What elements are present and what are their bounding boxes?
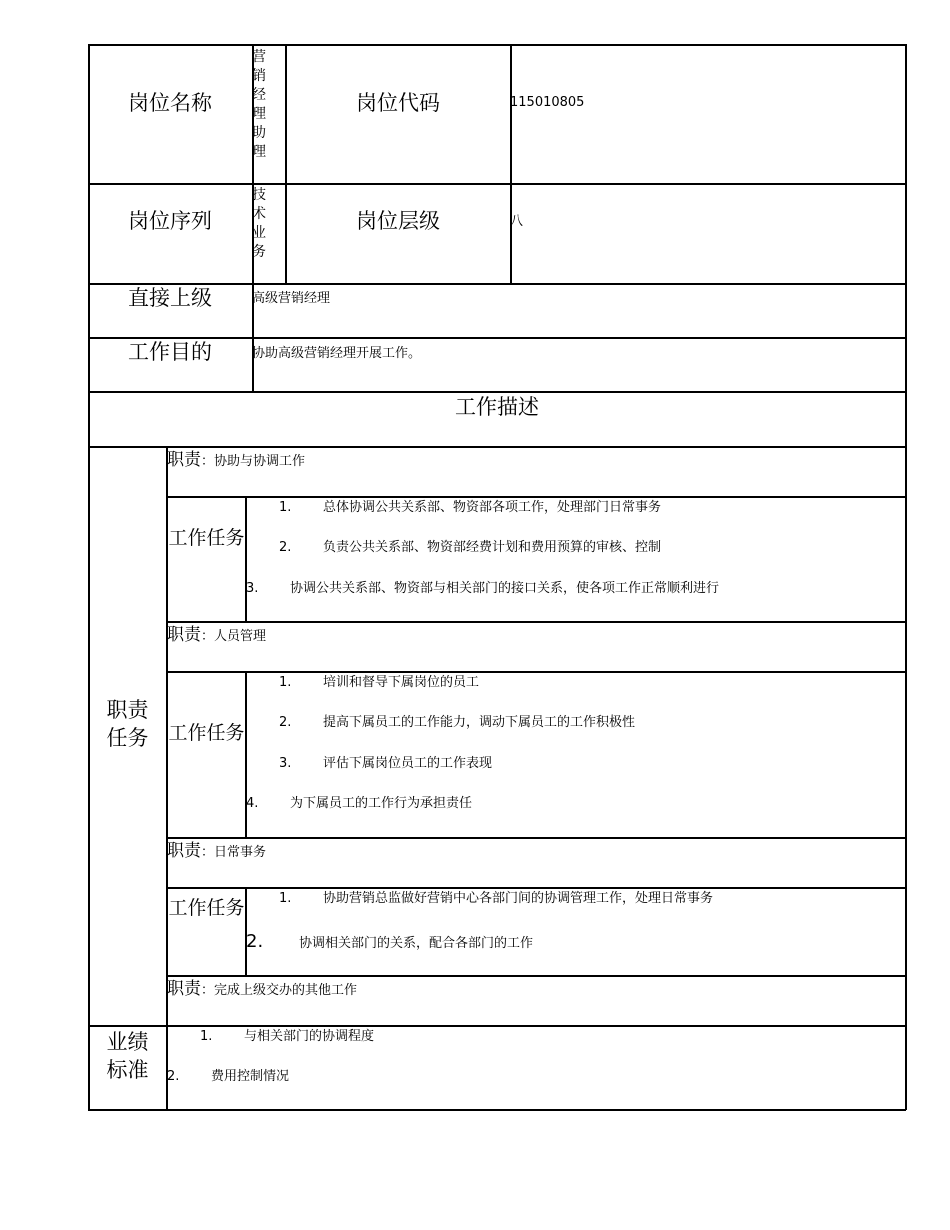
row-divider bbox=[88, 446, 906, 448]
task-item: 2. 协调相关部门的关系，配合各部门的工作 bbox=[246, 931, 534, 952]
task-label: 工作任务 bbox=[168, 897, 245, 919]
task-item: 2. 负责公共关系部、物资部经费计划和费用预算的审核、控制 bbox=[279, 540, 662, 555]
task-label: 工作任务 bbox=[168, 722, 245, 744]
col-divider bbox=[245, 496, 247, 622]
task-item: 1. 协助营销总监做好营销中心各部门间的协调管理工作，处理日常事务 bbox=[279, 891, 714, 906]
duty-title: 职责：人员管理 bbox=[167, 625, 267, 645]
col-divider bbox=[510, 44, 512, 284]
position-name-value: 营销经理助理 bbox=[252, 49, 266, 160]
level-label: 岗位层级 bbox=[356, 209, 440, 233]
row-divider bbox=[167, 837, 906, 839]
description-title: 工作描述 bbox=[455, 395, 539, 419]
position-code-label: 岗位代码 bbox=[356, 91, 440, 115]
duty-title: 职责：完成上级交办的其他工作 bbox=[167, 979, 358, 999]
superior-label: 直接上级 bbox=[128, 286, 212, 310]
row-divider bbox=[88, 1025, 906, 1027]
performance-item: 1. 与相关部门的协调程度 bbox=[200, 1029, 375, 1044]
position-name-label: 岗位名称 bbox=[128, 91, 212, 115]
row-divider bbox=[167, 621, 906, 623]
row-divider bbox=[88, 391, 906, 393]
row-divider bbox=[167, 496, 906, 498]
row-divider bbox=[167, 975, 906, 977]
row-divider bbox=[167, 671, 906, 673]
task-item: 4. 为下属员工的工作行为承担责任 bbox=[246, 796, 473, 811]
row-divider bbox=[88, 183, 906, 185]
task-item: 3. 评估下属岗位员工的工作表现 bbox=[279, 756, 493, 771]
sequence-label: 岗位序列 bbox=[128, 209, 212, 233]
performance-label: 标准 bbox=[106, 1058, 149, 1082]
task-item: 2. 提高下属员工的工作能力，调动下属员工的工作积极性 bbox=[279, 715, 636, 730]
position-code-value: 115010805 bbox=[510, 95, 585, 110]
job-description-table bbox=[88, 44, 906, 1110]
task-label: 工作任务 bbox=[168, 527, 245, 549]
task-item: 3. 协调公共关系部、物资部与相关部门的接口关系，使各项工作正常顺利进行 bbox=[246, 581, 720, 596]
task-item: 1. 总体协调公共关系部、物资部各项工作，处理部门日常事务 bbox=[279, 500, 662, 515]
superior-value: 高级营销经理 bbox=[252, 291, 331, 306]
duties-label: 任务 bbox=[106, 726, 149, 750]
purpose-value: 协助高级营销经理开展工作。 bbox=[252, 346, 422, 361]
row-divider bbox=[88, 283, 906, 285]
row-divider bbox=[88, 337, 906, 339]
level-value: 八 bbox=[510, 214, 524, 229]
col-divider bbox=[245, 671, 247, 838]
purpose-label: 工作目的 bbox=[128, 340, 212, 364]
border-top bbox=[88, 44, 906, 46]
duties-label: 职责 bbox=[106, 698, 149, 722]
border-left bbox=[88, 44, 90, 1110]
col-divider bbox=[285, 44, 287, 284]
performance-item: 2. 费用控制情况 bbox=[167, 1069, 290, 1084]
sequence-value: 技术业务 bbox=[252, 187, 266, 260]
border-right bbox=[905, 44, 907, 1110]
task-item: 1. 培训和督导下属岗位的员工 bbox=[279, 675, 480, 690]
duty-title: 职责：日常事务 bbox=[167, 841, 267, 861]
border-bottom bbox=[88, 1109, 906, 1111]
duty-title: 职责：协助与协调工作 bbox=[167, 450, 306, 470]
row-divider bbox=[167, 887, 906, 889]
performance-label: 业绩 bbox=[106, 1030, 149, 1054]
